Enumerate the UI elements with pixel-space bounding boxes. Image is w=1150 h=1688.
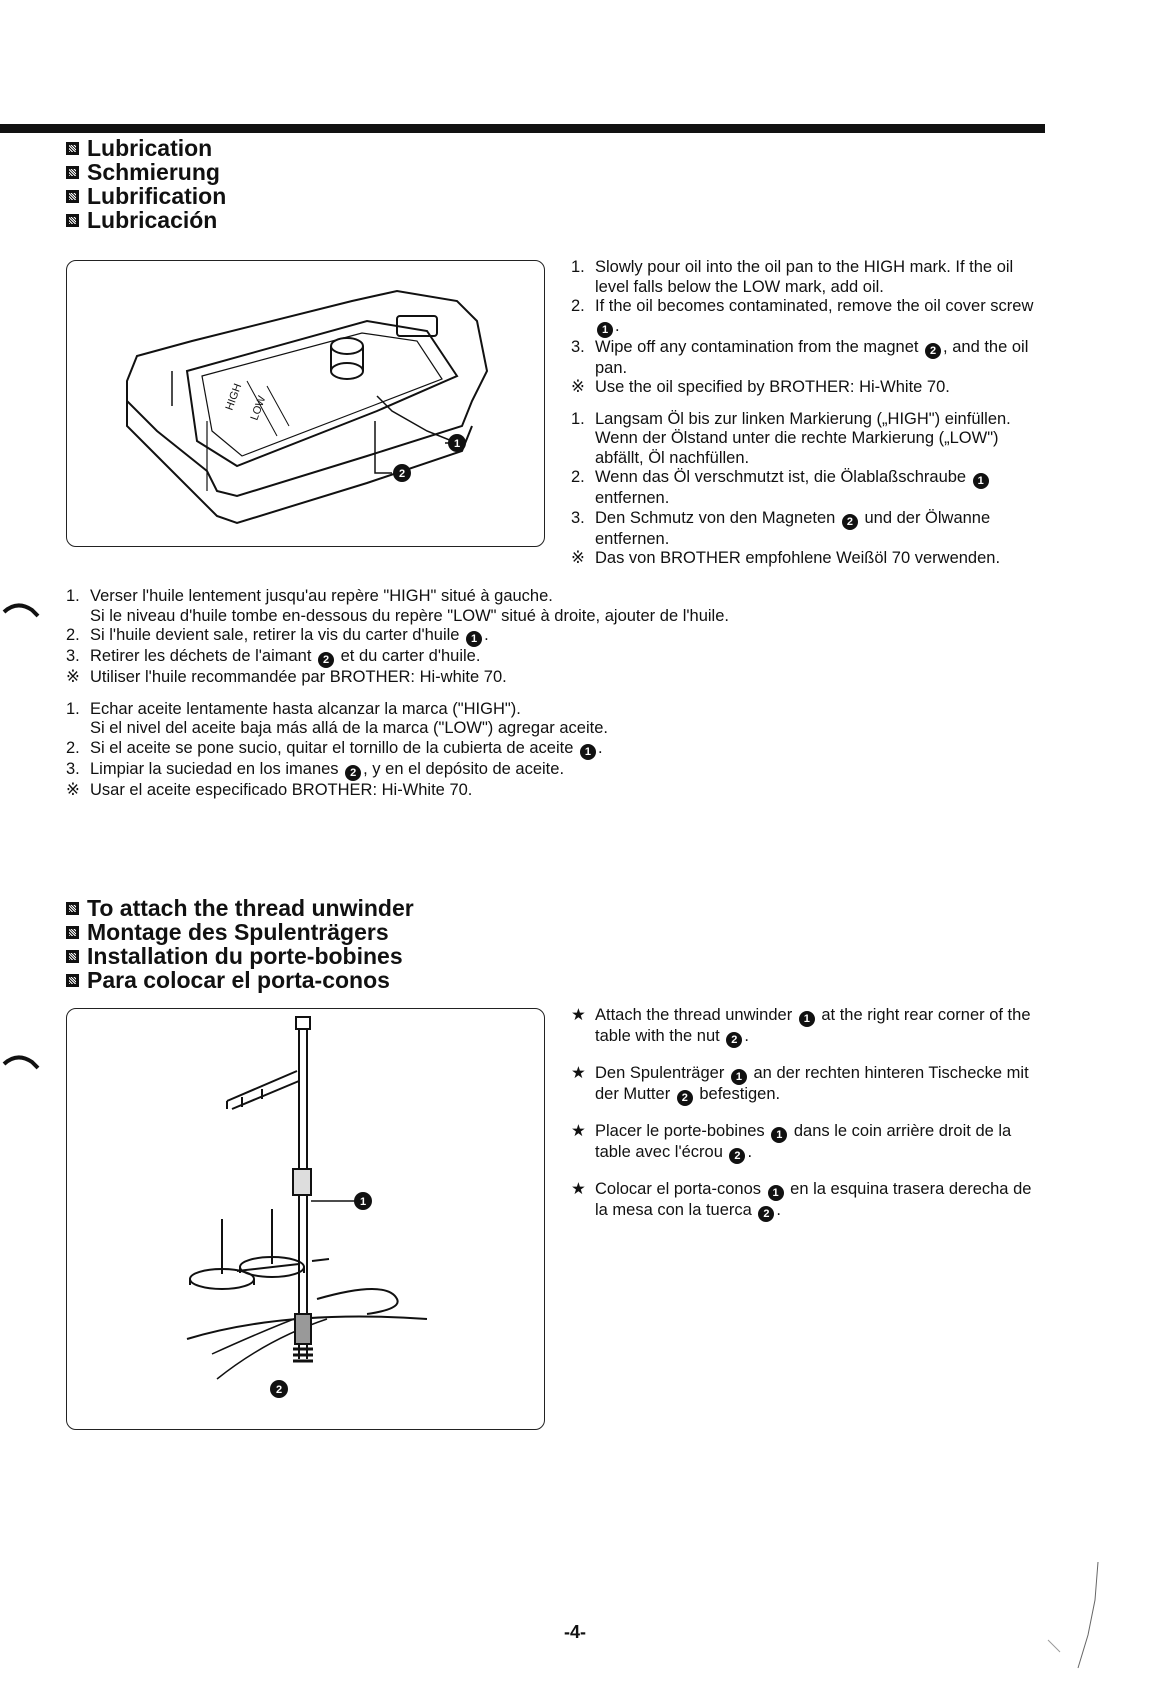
item-number: ★ [571,1064,586,1082]
heading-fr: Installation du porte-bobines [66,944,414,968]
item-number [66,607,90,627]
item-number [66,719,90,739]
item-text: Si l'huile devient sale, retirer la vis du carter d'huile 1 . [90,626,489,645]
item-text: Echar aceite lentamente hasta alcanzar la marca ("HIGH"). [90,699,521,718]
item-number: 3. [571,337,585,356]
item-text: Si el aceite se pone sucio, quitar el tornillo de la cubierta de aceite 1 . [90,738,603,758]
list-item [66,587,1026,607]
bullet-icon [66,974,79,987]
high-mark-label: HIGH [223,382,245,413]
heading-fr: Lubrification [66,184,226,208]
lubrication-right-column [571,258,1041,581]
thread-unwinder-illustration [67,1009,544,1429]
bullet-icon [66,214,79,227]
item-text: Use the oil specified by BROTHER: Hi-White 70. [595,378,950,396]
list-item [66,781,1026,801]
heading-en: Lubrication [66,136,226,160]
german-steps [571,410,1041,569]
callout-2-icon: 2 [729,1148,745,1164]
callout-1-icon: 1 [580,744,596,760]
item-text: Placer le porte-bobines 1 dans le coin arrière droit de la table avec l'écrou 2 . [595,1122,1012,1162]
item-text: Den Schmutz von den Magneten 2 und der Ölwanne entfernen. [595,508,991,548]
list-item [571,297,1041,338]
callout-2-label: 2 [275,1384,283,1396]
bullet-icon [66,902,79,915]
list-item [571,378,1041,398]
item-text: Colocar el porta-conos 1 en la esquina trasera derecha de la mesa con la tuerca 2 . [595,1180,1032,1220]
heading-en: To attach the thread unwinder [66,896,414,920]
callout-1-icon: 1 [771,1127,787,1143]
page-mark-icon [2,600,42,618]
item-number: 2. [571,297,585,315]
list-item [66,739,1026,760]
list-item [66,647,1026,668]
thread-unwinder-steps [571,1006,1041,1238]
item-number: ★ [571,1006,586,1024]
callout-2-icon: 2 [318,652,334,668]
bullet-icon [66,190,79,203]
callout-2-icon: 2 [758,1206,774,1222]
page-mark-icon [2,1052,42,1070]
item-text: Si le niveau d'huile tombe en-dessous du repère "LOW" situé à droite, ajouter de l'huile. [90,606,729,625]
list-item [66,719,1026,739]
callout-2-icon: 2 [925,343,941,359]
top-rule [0,124,1045,133]
callout-2-label: 2 [398,468,406,480]
callout-2-icon: 2 [345,765,361,781]
low-mark-label: LOW [248,394,269,423]
list-item [571,468,1041,509]
french-steps [66,587,1026,688]
callout-1-icon: 1 [973,473,989,489]
item-number: ※ [571,549,585,567]
callout-2-icon: 2 [726,1032,742,1048]
item-number: ★ [571,1122,586,1140]
item-number: 1. [66,587,80,605]
item-text: Wipe off any contamination from the magnet 2 , and the oil pan. [595,337,1029,377]
callout-1-label: 1 [359,1196,367,1208]
english-steps [571,258,1041,398]
item-number: 3. [571,508,585,527]
item-number: 3. [66,647,80,665]
item-text: Den Spulenträger 1 an der rechten hinteren Tischecke mit der Mutter 2 befestigen. [595,1064,1029,1104]
callout-1-icon: 1 [731,1069,747,1085]
item-text: Das von BROTHER empfohlene Weißöl 70 verwenden. [595,549,1001,567]
item-number: 2. [571,468,585,486]
callout-1-icon: 1 [799,1011,815,1027]
callout-1-icon: 1 [597,322,613,338]
oil-pan-figure [66,260,545,547]
callout-1-icon: 1 [768,1185,784,1201]
item-text: Wenn das Öl verschmutzt ist, die Ölablaßschraube 1 entfernen. [595,468,1041,509]
oil-pan-illustration [67,261,544,546]
list-item [66,607,1026,627]
item-number: 1. [571,409,585,428]
bullet-icon [66,142,79,155]
heading-de: Schmierung [66,160,226,184]
list-item [66,668,1026,688]
item-text: Utiliser l'huile recommandée par BROTHER: Hi-white 70. [90,668,507,686]
page-number: -4- [564,1622,586,1642]
lubrication-bottom-text [66,587,1026,812]
list-item [571,258,1041,297]
item-text: Si el nivel del aceite baja más allá de la marca ("LOW") agregar aceite. [90,719,608,737]
spanish-steps [66,700,1026,801]
bullet-icon [66,166,79,179]
item-number: 2. [66,626,80,644]
list-item [571,1006,1041,1048]
item-text: Retirer les déchets de l'aimant 2 et du carter d'huile. [90,647,481,666]
callout-1-label: 1 [453,438,461,450]
item-text: Slowly pour oil into the oil pan to the HIGH mark. If the oil level falls below the LOW mark, add oil. [595,258,1014,296]
bullet-icon [66,926,79,939]
item-text: Limpiar la suciedad en los imanes 2 , y en el depósito de aceite. [90,759,565,779]
item-number: ※ [66,668,80,686]
thread-unwinder-headings [66,896,414,992]
item-number: 1. [66,699,80,718]
list-item [66,626,1026,647]
heading-es: Lubricación [66,208,226,232]
unwinder-step-list [571,1006,1041,1222]
list-item [66,700,1026,720]
item-text: Attach the thread unwinder 1 at the right rear corner of the table with the nut 2 . [595,1006,1031,1046]
item-number: ★ [571,1180,586,1198]
callout-2-icon: 2 [842,514,858,530]
list-item [571,509,1041,550]
list-item [66,760,1026,781]
list-item [571,1180,1041,1222]
list-item [571,338,1041,379]
item-number: 2. [66,738,80,757]
item-number: 1. [571,258,585,276]
heading-es: Para colocar el porta-conos [66,968,414,992]
item-text: If the oil becomes contaminated, remove the oil cover screw 1 . [595,297,1034,336]
item-number: ※ [571,378,585,396]
list-item [571,410,1041,469]
lubrication-headings [66,136,226,232]
list-item [571,549,1041,569]
item-text: Usar el aceite especificado BROTHER: Hi-White 70. [90,780,473,799]
item-number: ※ [66,780,80,799]
scan-artifact [1040,1560,1120,1670]
thread-unwinder-figure [66,1008,545,1430]
list-item [571,1064,1041,1106]
callout-2-icon: 2 [677,1090,693,1106]
callout-1-icon: 1 [466,631,482,647]
item-number: 3. [66,759,80,778]
bullet-icon [66,950,79,963]
item-text: Verser l'huile lentement jusqu'au repère "HIGH" situé à gauche. [90,587,553,605]
list-item [571,1122,1041,1164]
heading-de: Montage des Spulenträgers [66,920,414,944]
item-text: Langsam Öl bis zur linken Markierung („HIGH") einfüllen. Wenn der Ölstand unter die rechte Markierung („LOW") abfällt, Öl nachfüllen. [595,409,1011,467]
